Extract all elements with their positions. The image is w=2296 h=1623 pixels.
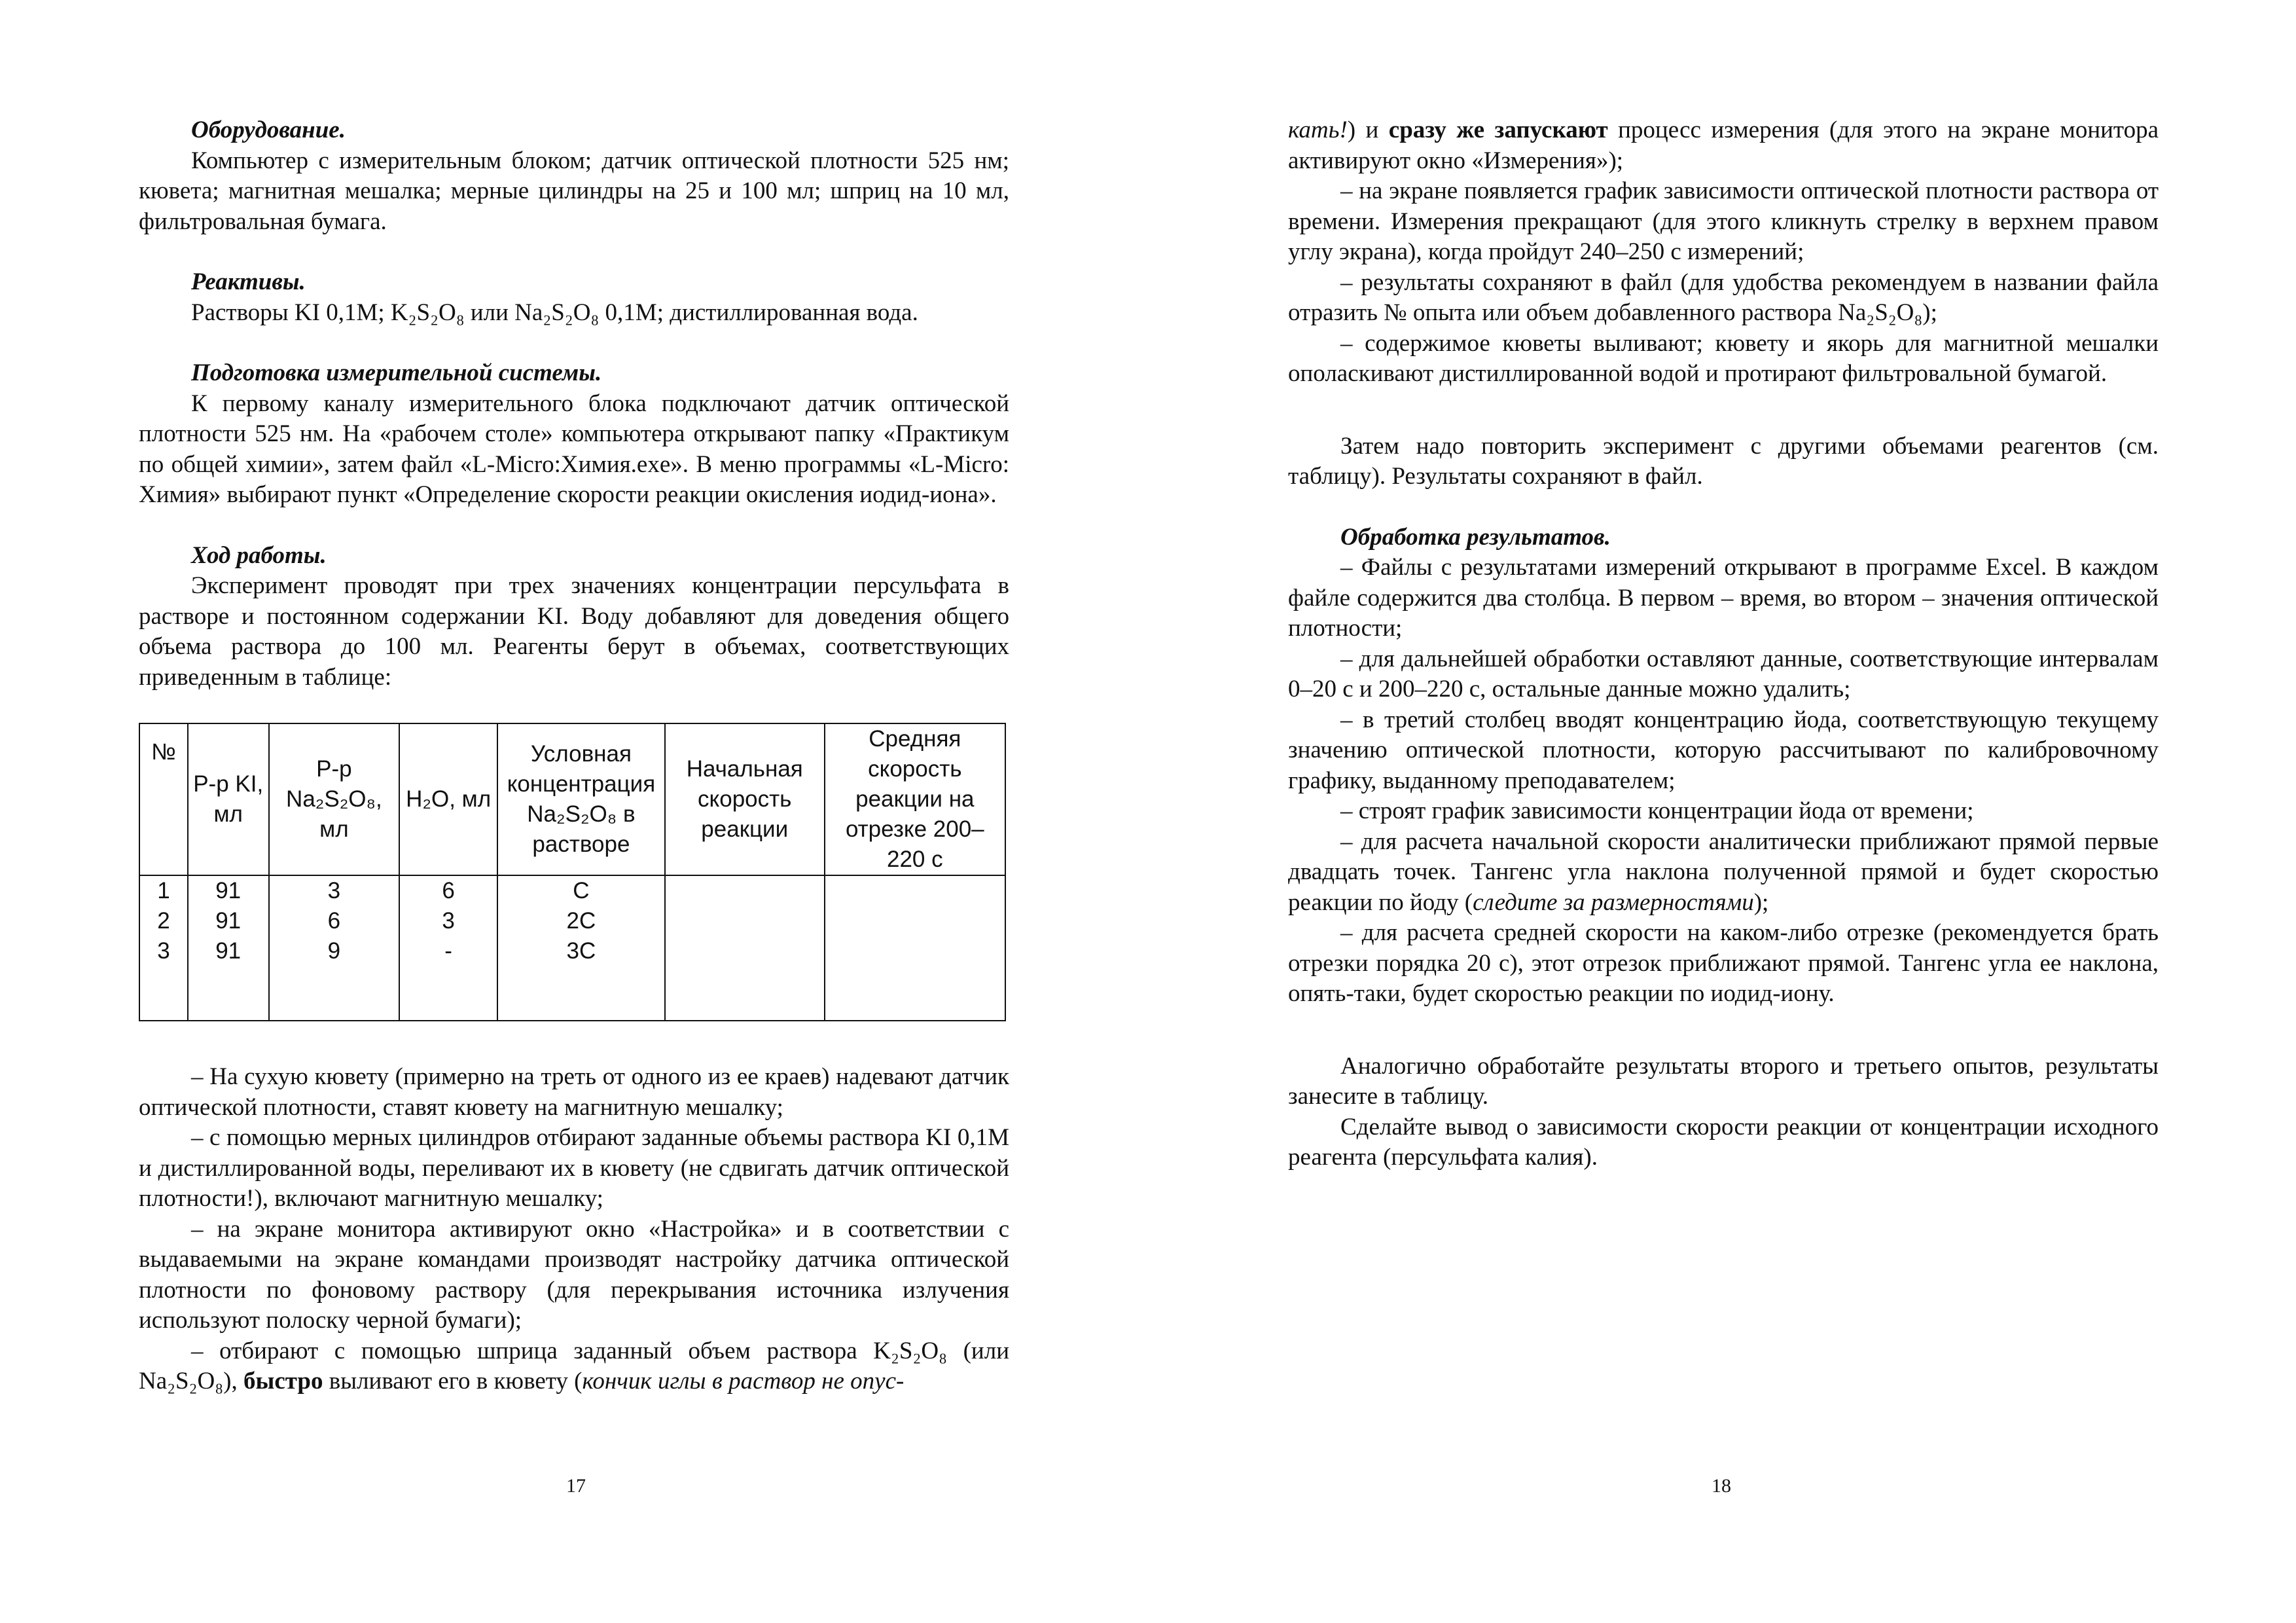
step-5: – на экране появляется график зависимости оптической плотности раствора от времени. Измерения прекращают (для этого кликнуть стрелку в верхнем правом углу экрана), когда пройдут 240–250 с измерений;: [1288, 177, 2159, 265]
proc-6: – для расчета средней скорости на каком-либо отрезке (рекомендуется брать отрезки порядка 20 с), этот отрезок приближают прямой. Тангенс угла ее наклона, опять-таки, будет скоростью реакции по иодид-иону.: [1288, 919, 2159, 1007]
cell-na-2: 6: [327, 908, 341, 934]
prep-text: К первому каналу измерительного блока подключают датчик оптической плотности 525 нм. На «рабочем столе» компьютера открывают папку «Практикум по общей химии», затем файл «L-Micro:Химия.exe». В меню программы «L-Micro: Химия» выбирают пункт «Определение скорости реакции окисления иодид-иона».: [139, 390, 1009, 508]
header-na: Р-р Na₂S₂O₈, мл: [269, 723, 400, 875]
step-1: – На сухую кювету (примерно на треть от одного из ее краев) надевают датчик оптической плотности, ставят кювету на магнитную мешалку;: [139, 1063, 1009, 1121]
final-1: Аналогично обработайте результаты второго и третьего опытов, результаты занесите в таблицу.: [1288, 1052, 2159, 1110]
cell-conc-3: 3C: [566, 938, 596, 964]
right-page-text: [1288, 115, 2159, 1173]
equipment-heading: Оборудование.: [191, 117, 346, 143]
equipment-text: Компьютер с измерительным блоком; датчик оптической плотности 525 нм; кювета; магнитная мешалка; мерные цилиндры на 25 и 100 мл; шприц на 10 мл, фильтровальная бумага.: [139, 147, 1009, 235]
step-2: – с помощью мерных цилиндров отбирают заданные объемы раствора KI 0,1M и дистиллированной воды, переливают их в кювету (не сдвигать датчик оптической плотности!), включают магнитную мешалку;: [139, 1124, 1009, 1212]
step-6: – результаты сохраняют в файл (для удобства рекомендуем в названии файла отразить № опыта или объем добавленного раствора Na₂S₂O₈);: [1288, 268, 2159, 326]
procedure-text: Эксперимент проводят при трех значениях концентрации персульфата в растворе и постоянном содержании KI. Воду добавляют для доведения общего объема раствора до 100 мл. Реагенты берут в объемах, соответствующих приведенным в таблице:: [139, 572, 1009, 691]
cell-na-1: 3: [327, 878, 341, 903]
col-num: [139, 875, 188, 1021]
proc-1: – Файлы с результатами измерений открывают в программе Excel. В каждом файле содержится два столбца. В первом – время, во втором – значения оптической плотности;: [1288, 554, 2159, 642]
header-num: №: [139, 723, 188, 875]
left-page-text: [139, 115, 1009, 1397]
header-conc: Условная концентрация Na₂S₂O₈ в растворе: [497, 723, 665, 875]
cell-num-2: 2: [157, 908, 170, 934]
cell-ki-1: 91: [215, 878, 242, 903]
repeat-text: Затем надо повторить эксперимент с другими объемами реагентов (см. таблицу). Результаты сохраняют в файл.: [1288, 432, 2159, 490]
col-avg-rate: [825, 875, 1005, 1021]
page-number-right: 18: [1712, 1475, 1731, 1497]
table-header-row: [139, 723, 1005, 875]
col-initial-rate: [665, 875, 825, 1021]
proc-2: – для дальнейшей обработки оставляют данные, соответствующие интервалам 0–20 с и 200–220 с, остальные данные можно удалить;: [1288, 645, 2159, 702]
continuation: кать!) и сразу же запускают процесс измерения (для этого на экране монитора активируют окно «Измерения»);: [1288, 117, 2159, 174]
processing-heading: Обработка результатов.: [1340, 523, 1611, 551]
cell-ki-3: 91: [215, 938, 242, 964]
col-conc: [497, 875, 665, 1021]
header-initial-rate: Начальная скорость реакции: [665, 723, 825, 875]
step-4: – отбирают с помощью шприца заданный объем раствора K₂S₂O₈ (или Na₂S₂O₈), быстро выливают его в кювету (кончик иглы в раствор не опус-: [139, 1337, 1009, 1395]
reagent-table: [139, 723, 1006, 1021]
header-avg-rate: Средняя скорость реакции на отрезке 200–220 с: [825, 723, 1005, 875]
final-2: Сделайте вывод о зависимости скорости реакции от концентрации исходного реагента (персульфата калия).: [1288, 1113, 2159, 1171]
reagents-text: Растворы KI 0,1M; K₂S₂O₈ или Na₂S₂O₈ 0,1M; дистиллированная вода.: [191, 299, 918, 326]
cell-h2o-3: -: [444, 938, 452, 964]
procedure-heading: Ход работы.: [191, 541, 327, 569]
col-h2o: [399, 875, 497, 1021]
header-ki: Р-р KI, мл: [188, 723, 269, 875]
cell-num-3: 3: [157, 938, 170, 964]
table-data-row: [139, 875, 1005, 1021]
step-7: – содержимое кюветы выливают; кювету и якорь для магнитной мешалки ополаскивают дистиллированной водой и протирают фильтровальной бумагой.: [1288, 329, 2159, 387]
cell-conc-2: 2C: [566, 908, 596, 934]
cell-h2o-2: 3: [442, 908, 455, 934]
col-ki: [188, 875, 269, 1021]
step-3: – на экране монитора активируют окно «Настройка» и в соответствии с выдаваемыми на экране командами производят настройку датчика оптической плотности по фоновому раствору (для перекрывания источника излучения используют полоску черной бумаги);: [139, 1215, 1009, 1334]
cell-num-1: 1: [157, 878, 170, 903]
page-number-left: 17: [566, 1475, 586, 1497]
proc-5: – для расчета начальной скорости аналитически приближают прямой первые двадцать точек. Тангенс угла наклона полученной прямой и будет скоростью реакции по йоду (следите за размерностями);: [1288, 828, 2159, 916]
prep-heading: Подготовка измерительной системы.: [191, 359, 602, 386]
cell-ki-2: 91: [215, 908, 242, 934]
right-page: [1148, 0, 2296, 1623]
proc-3: – в третий столбец вводят концентрацию йода, соответствующую текущему значению оптической плотности, которую рассчитывают по калибровочному графику, выданному преподавателем;: [1288, 706, 2159, 794]
cell-na-3: 9: [327, 938, 341, 964]
header-h2o: H₂O, мл: [399, 723, 497, 875]
proc-4: – строят график зависимости концентрации йода от времени;: [1340, 797, 1974, 824]
reagents-heading: Реактивы.: [191, 268, 306, 295]
cell-conc-1: C: [573, 878, 590, 903]
cell-h2o-1: 6: [442, 878, 455, 903]
col-na: [269, 875, 400, 1021]
